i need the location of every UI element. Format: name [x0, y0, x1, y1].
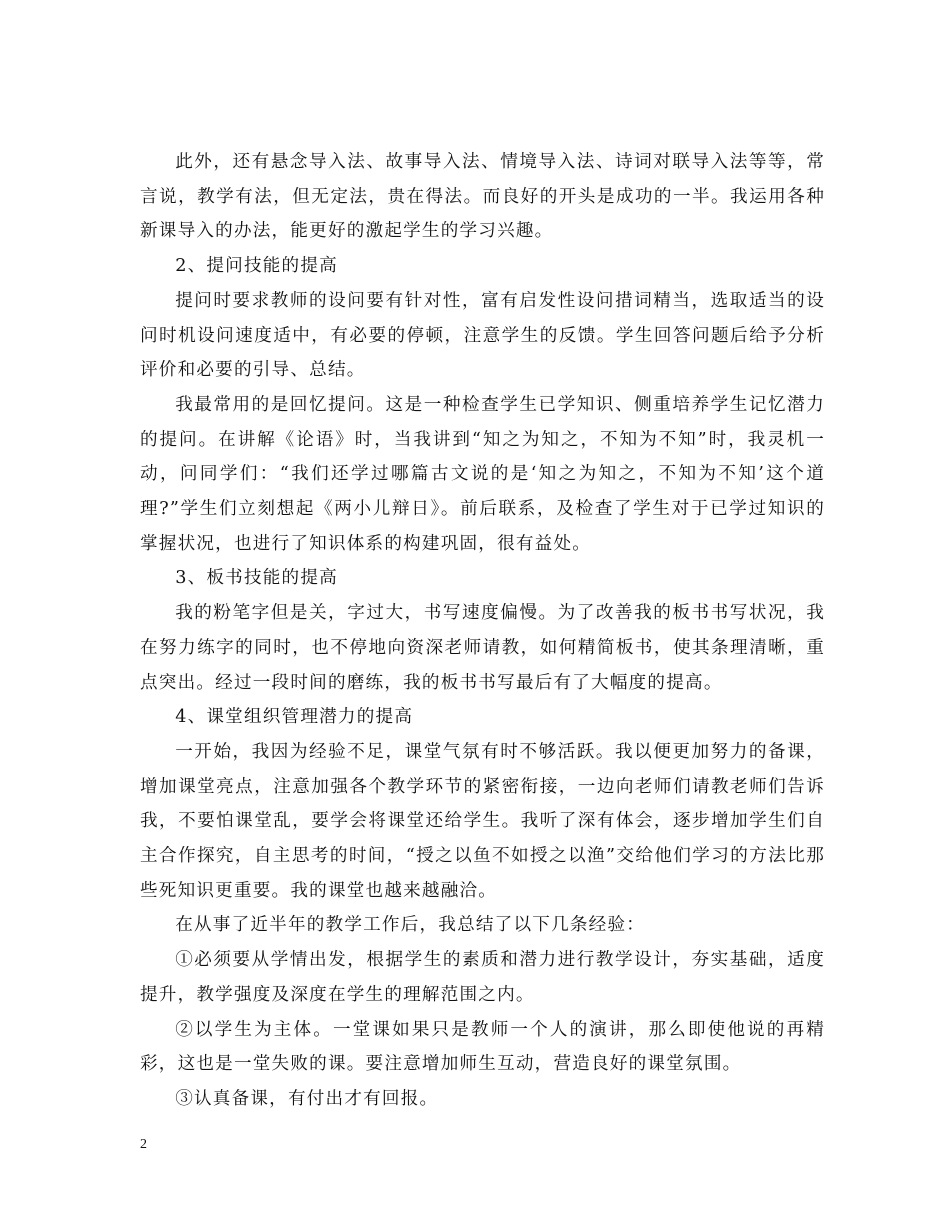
paragraph-recall-questioning: 我最常用的是回忆提问。这是一种检查学生已学知识、侧重培养学生记忆潜力的提问。在讲解《论语》时，当我讲到“知之为知之，不知为不知”时，我灵机一动，问同学们：“我们还学过哪篇古文说的是‘知之为知之，不知为不知’这个道理?”学生们立刻想起《两小儿辩日》。前后联系，及检查了学生对于已学过知识的掌握状况，也进行了知识体系的构建巩固，很有益处。 — [140, 394, 825, 554]
heading-questioning-skill: 2、提问技能的提高 — [175, 256, 338, 277]
paragraph-experience-summary: 在从事了近半年的教学工作后，我总结了以下几条经验： — [175, 915, 646, 936]
heading-classroom-management: 4、课堂组织管理潜力的提高 — [175, 707, 414, 728]
body-text — [140, 145, 825, 1117]
list-item-experience-3: ③认真备课，有付出才有回报。 — [175, 1088, 439, 1109]
paragraph-intro-methods: 此外，还有悬念导入法、故事导入法、情境导入法、诗词对联导入法等等，常言说，教学有法，但无定法，贵在得法。而良好的开头是成功的一半。我运用各种新课导入的办法，能更好的激起学生的学习兴趣。 — [140, 152, 825, 242]
page-number: 2 — [140, 1137, 147, 1152]
list-item-experience-1: ①必须要从学情出发，根据学生的素质和潜力进行教学设计，夯实基础，适度提升，教学强度及深度在学生的理解范围之内。 — [140, 950, 825, 1005]
paragraph-blackboard-writing: 我的粉笔字但是关，字过大，书写速度偏慢。为了改善我的板书书写状况，我在努力练字的同时，也不停地向资深老师请教，如何精简板书，使其条理清晰，重点突出。经过一段时间的磨练，我的板书书写最后有了大幅度的提高。 — [140, 603, 825, 693]
heading-blackboard-skill: 3、板书技能的提高 — [175, 568, 338, 589]
list-item-experience-2: ②以学生为主体。一堂课如果只是教师一个人的演讲，那么即使他说的再精彩，这也是一堂失败的课。要注意增加师生互动，营造良好的课堂氛围。 — [140, 1019, 825, 1075]
paragraph-classroom-atmosphere: 一开始，我因为经验不足，课堂气氛有时不够活跃。我以便更加努力的备课，增加课堂亮点，注意加强各个教学环节的紧密衔接，一边向老师们请教老师们告诉我，不要怕课堂乱，要学会将课堂还给学生。我听了深有体会，逐步增加学生们自主合作探究，自主思考的时间，“授之以鱼不如授之以渔”交给他们学习的方法比那些死知识更重要。我的课堂也越来越融洽。 — [140, 741, 825, 901]
paragraph-questioning-requirements: 提问时要求教师的设问要有针对性，富有启发性设问措词精当，选取适当的设问时机设问速度适中，有必要的停顿，注意学生的反馈。学生回答问题后给予分析评价和必要的引导、总结。 — [140, 290, 825, 381]
